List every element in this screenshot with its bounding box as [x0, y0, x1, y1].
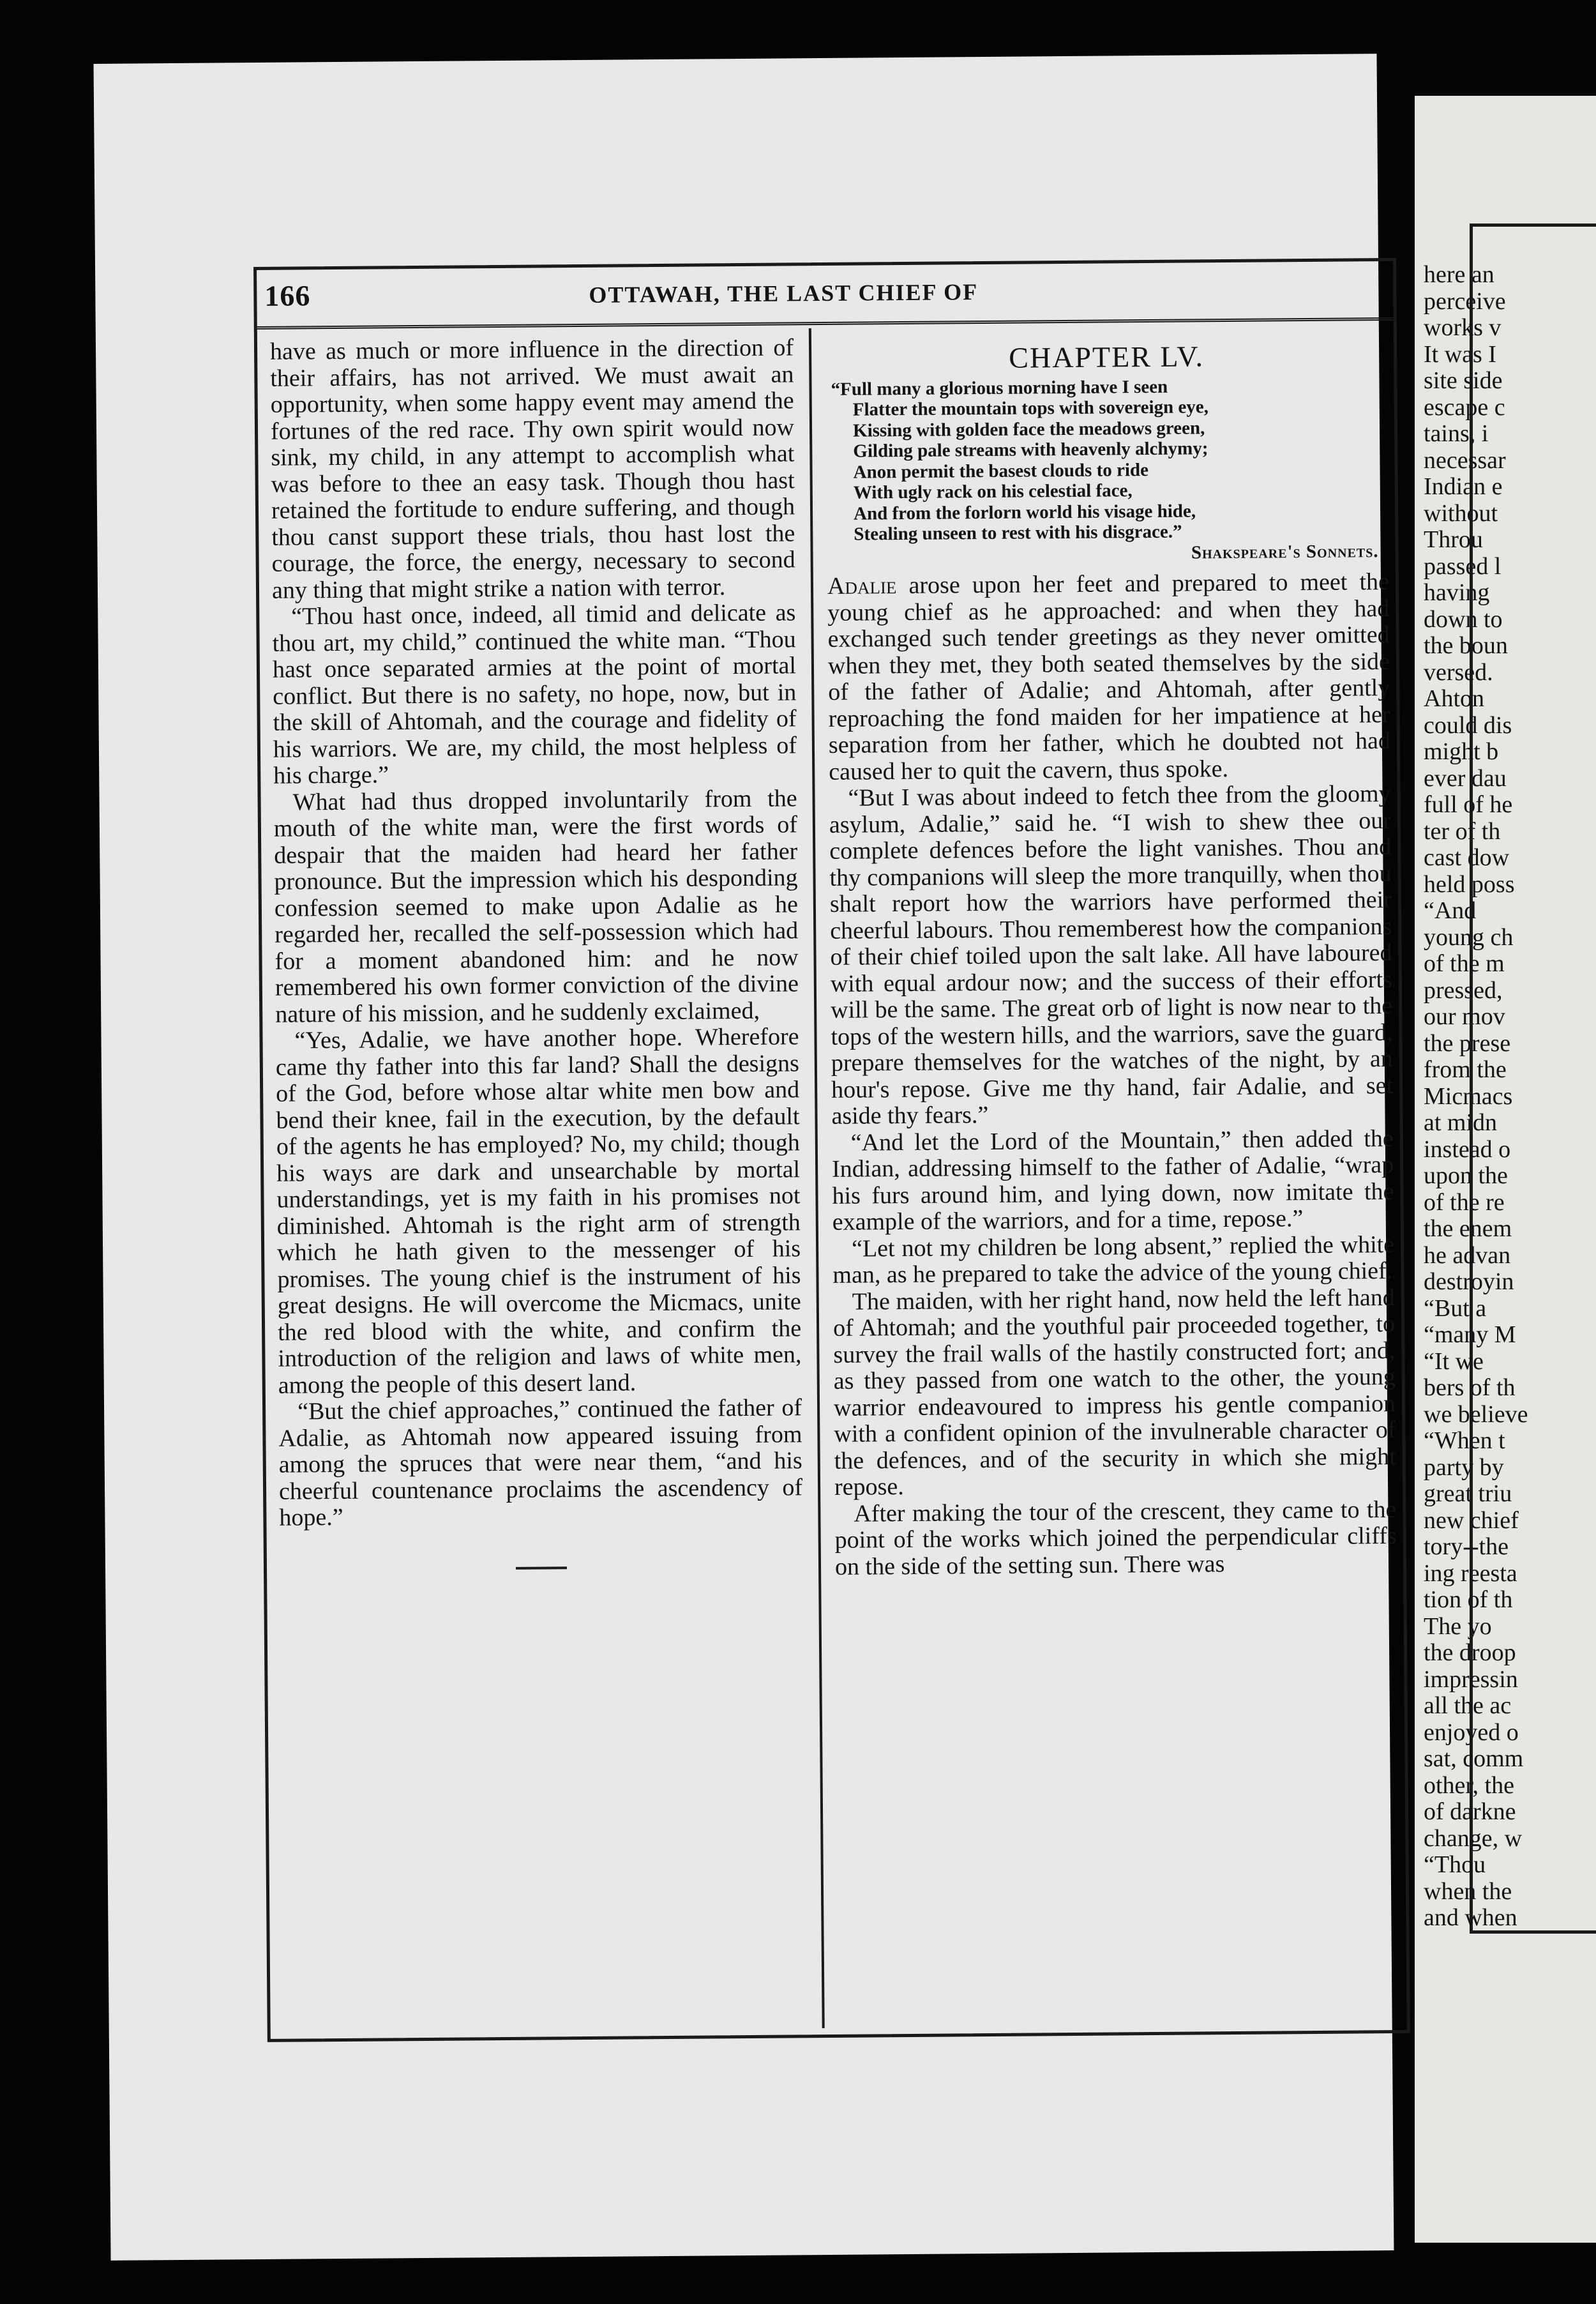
adjacent-page-line: “When t: [1424, 1427, 1505, 1454]
adjacent-page-line: the enem: [1424, 1215, 1512, 1242]
epigraph-line: “Full many a glorious morning have I seen: [831, 376, 1168, 400]
page-header: [257, 261, 1394, 330]
adjacent-page-line: held poss: [1424, 870, 1515, 898]
adjacent-page-line: change, w: [1424, 1824, 1523, 1852]
adjacent-page-line: he advan: [1424, 1241, 1511, 1269]
adjacent-page-line: other, the: [1424, 1771, 1514, 1799]
paragraph: What had thus dropped involuntarily from the mouth of the white man, were the first words of despair that the maiden had heard her father pronounce. But the impression which his desponding confession seemed to make upon Adalie as he regarded her, recalled the self-possession which had for a moment abandoned him: and he now remembered his own former conviction of the divine nature of his mission, and he suddenly exclaimed,: [273, 784, 799, 1028]
opening-paragraph: [827, 569, 1391, 785]
adjacent-page-line: Ahton: [1424, 685, 1484, 712]
paragraph: The maiden, with her right hand, now held the left hand of Ahtomah; and the youthful pair proceeded together, to survey the frail walls of the hastily constructed fort; and, as they passed from one watch to the other, the young warrior endeavoured to impress his gentle companion with a confident opinion of the invulnerable character of the defences, and of the security in which she might repose.: [832, 1284, 1396, 1501]
adjacent-page-line: impressin: [1424, 1665, 1518, 1693]
epigraph-line: Anon permit the basest clouds to ride: [853, 459, 1149, 483]
right-column: [825, 330, 1397, 1580]
adjacent-page: [1415, 96, 1596, 2243]
adjacent-page-line: site side: [1424, 367, 1503, 394]
epigraph-line: Flatter the mountain tops with sovereign eye,: [852, 397, 1209, 420]
epigraph-source: Shakspeare's Sonnets.: [1191, 540, 1379, 563]
paragraph: “Thou hast once, indeed, all timid and delicate as thou art, my child,” continued the white man. “Thou hast once separated armies at the point of mortal conflict. But there is no safety, no hope, now, but in the skill of Ahtomah, and the courage and fidelity of his warriors. We are, my child, the most helpless of his charge.”: [272, 599, 797, 789]
opening-text: arose upon her feet and prepared to meet the young chief as he approached: and when they had exchanged such tender greetings as they never omitted when they met, they both seated themselves by the side of the father of Adalie; and Ahtomah, after gently reproaching the fond maiden for her impatience at her separation from her father, which he doubted not had caused her to quit the cavern, thus spoke.: [827, 568, 1391, 785]
adjacent-page-line: Throu: [1424, 526, 1483, 553]
adjacent-page-line: the boun: [1424, 632, 1508, 659]
adjacent-page-line: tion of th: [1424, 1586, 1513, 1613]
adjacent-page-line: when the: [1424, 1877, 1512, 1905]
adjacent-page-line: pressed,: [1424, 976, 1503, 1004]
adjacent-page-line: new chief: [1424, 1506, 1519, 1534]
adjacent-page-line: sat, comm: [1424, 1745, 1524, 1772]
adjacent-page-line: necessar: [1424, 446, 1506, 474]
adjacent-page-line: here an: [1424, 262, 1494, 288]
column-divider: [809, 328, 825, 2028]
section-end-rule: [516, 1566, 567, 1570]
adjacent-page-line: tory--the: [1424, 1533, 1509, 1560]
adjacent-page-line: might b: [1424, 738, 1499, 765]
adjacent-page-line: at midn: [1424, 1109, 1498, 1136]
adjacent-page-line: tains, i: [1424, 420, 1489, 447]
adjacent-page-line: “many M: [1424, 1321, 1516, 1348]
adjacent-page-line: of the m: [1424, 950, 1505, 977]
left-column: [270, 335, 803, 1571]
adjacent-page-line: “Thou: [1424, 1851, 1486, 1878]
running-title: OTTAWAH, THE LAST CHIEF OF: [589, 279, 979, 308]
adjacent-page-line: works v: [1424, 314, 1502, 341]
adjacent-page-line: passed l: [1424, 552, 1502, 580]
adjacent-page-line: without: [1424, 499, 1498, 527]
paragraph: “Let not my children be long absent,” replied the white man, as he prepared to take the advice of the young chief.: [832, 1231, 1395, 1289]
epigraph-line: Stealing unseen to rest with his disgrace.”: [854, 521, 1182, 545]
adjacent-page-line: Indian e: [1424, 473, 1503, 500]
adjacent-page-line: destroyin: [1424, 1268, 1514, 1295]
adjacent-page-line: “It we: [1424, 1347, 1484, 1375]
book-page: [94, 54, 1397, 2261]
opening-name: Adalie: [827, 572, 897, 600]
adjacent-page-line: bers of th: [1424, 1374, 1516, 1401]
adjacent-page-line: “And: [1424, 897, 1477, 924]
adjacent-page-line: upon the: [1424, 1162, 1508, 1189]
epigraph-line: With ugly rack on his celestial face,: [853, 480, 1133, 503]
adjacent-page-line: enjoyed o: [1424, 1718, 1519, 1746]
adjacent-page-line: could dis: [1424, 711, 1512, 739]
adjacent-page-line: young ch: [1424, 923, 1514, 951]
adjacent-page-line: having: [1424, 579, 1490, 606]
adjacent-page-line: from the: [1424, 1056, 1507, 1083]
adjacent-page-line: all the ac: [1424, 1692, 1512, 1719]
adjacent-page-line: our mov: [1424, 1003, 1505, 1030]
paragraph: have as much or more influence in the direction of their affairs, has not arrived. We must await an opportunity, when some happy event may amend the fortunes of the red race. Thy own spirit would now sink, my child, in any attempt to accomplish what was before to thee an easy task. Though thou hast retained the fortitude to endure suffering, and though thou canst support these trials, thou hast lost the courage, the force, the energy, necessary to second any thing that might strike a nation with terror.: [269, 334, 795, 604]
adjacent-page-line: the prese: [1424, 1029, 1511, 1057]
adjacent-page-line: ter of th: [1424, 817, 1501, 845]
adjacent-page-line: versed.: [1424, 658, 1493, 686]
adjacent-page-line: escape c: [1424, 393, 1505, 421]
adjacent-page-line: down to: [1424, 605, 1503, 633]
adjacent-page-line: perceive: [1424, 287, 1506, 315]
chapter-title: CHAPTER LV.: [1009, 340, 1205, 374]
paragraph: “But I was about indeed to fetch thee from the gloomy asylum, Adalie,” said he. “I wish to shew thee our complete defences before the light vanishes. Thou and thy companions will sleep the more tranquilly, when thou shalt report how the warriors have performed their cheerful labours. Thou rememberest how the companions of their chief toiled upon the salt lake. All have laboured with equal ardour now; and the success of their efforts will be the same. The great orb of light is now near to the tops of the western hills, and the warriors, save the guard, prepare themselves for the watches of the night, by an hour's repose. Give me thy hand, fair Adalie, and set aside thy fears.”: [829, 780, 1394, 1130]
epigraph-line: Kissing with golden face the meadows green,: [852, 417, 1205, 441]
adjacent-page-line: cast dow: [1424, 844, 1510, 871]
adjacent-page-line: great triu: [1424, 1480, 1512, 1507]
adjacent-page-line: of darkne: [1424, 1798, 1516, 1825]
epigraph-line: Gilding pale streams with heavenly alchymy;: [853, 438, 1208, 462]
adjacent-page-line: ever dau: [1424, 764, 1507, 792]
paragraph: “Yes, Adalie, we have another hope. Wherefore came thy father into this far land? Shall the designs of the God, before whose altar white men bow and bend their knee, fail in the execution, by the default of the agents he has employed? No, my child; though his ways are dark and unsearchable by mortal understandings, yet is my faith in his promises not diminished. Ahtomah is the right arm of strength which he hath given to the messenger of his promises. The young chief is the instrument of his great designs. He will overcome the Micmacs, unite the red blood with the white, and confirm the introduction of the religion and laws of white men, among the people of this desert land.: [275, 1023, 802, 1399]
adjacent-page-line: of the re: [1424, 1188, 1505, 1216]
epigraph-line: And from the forlorn world his visage hide,: [853, 500, 1196, 524]
paragraph: “But the chief approaches,” continued the father of Adalie, as Ahtomah now appeared issuing from among the spruces that were near them, “and his cheerful countenance proclaims the ascendency of hope.”: [278, 1394, 803, 1531]
epigraph: [825, 375, 1389, 566]
adjacent-page-line: the droop: [1424, 1639, 1516, 1666]
adjacent-page-line: It was I: [1424, 340, 1496, 368]
adjacent-page-line: full of he: [1424, 791, 1513, 818]
adjacent-page-line: instead o: [1424, 1135, 1511, 1163]
adjacent-page-line: we believe: [1424, 1400, 1528, 1428]
page-number: 166: [264, 279, 311, 312]
adjacent-page-line: “But a: [1424, 1294, 1487, 1322]
adjacent-page-line: Micmacs: [1424, 1082, 1513, 1110]
adjacent-page-line: The yo: [1424, 1612, 1492, 1640]
adjacent-page-line: party by: [1424, 1453, 1504, 1481]
paragraph: “And let the Lord of the Mountain,” then added the Indian, addressing himself to the father of Adalie, “wrap his furs around him, and lying down, now imitate the example of the warriors, and for a time, repose.”: [831, 1125, 1394, 1236]
paragraph: After making the tour of the crescent, they came to the point of the works which joined the perpendicular cliffs on the side of the setting sun. There was: [834, 1496, 1397, 1580]
adjacent-page-line: ing reesta: [1424, 1559, 1517, 1587]
adjacent-page-line: and when: [1424, 1904, 1517, 1931]
adjacent-page-text: [1424, 262, 1596, 1932]
page-frame: [253, 258, 1410, 2042]
